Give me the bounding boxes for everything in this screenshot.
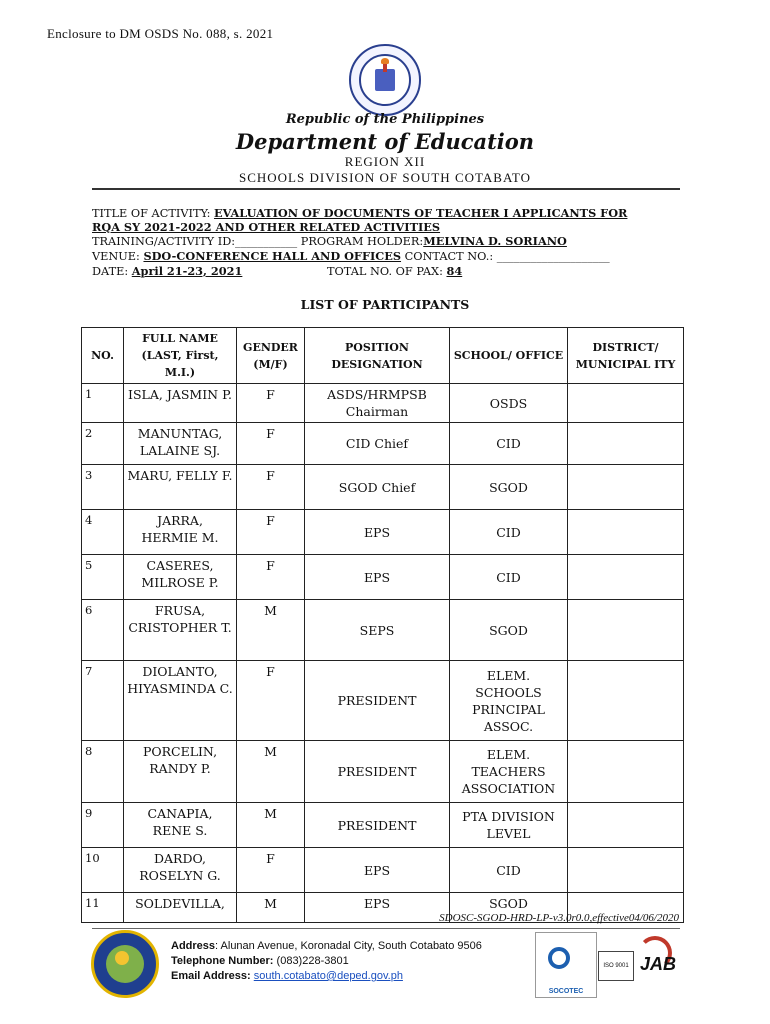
row-no: 10 bbox=[82, 848, 124, 893]
date-value: April 21-23, 2021 bbox=[131, 264, 243, 278]
header-district: DISTRICT/ MUNICIPAL ITY bbox=[568, 328, 684, 384]
enclosure-reference: Enclosure to DM OSDS No. 088, s. 2021 bbox=[47, 26, 274, 41]
row-no: 1 bbox=[82, 384, 124, 423]
date-label: DATE: bbox=[92, 265, 132, 278]
venue-label: VENUE: bbox=[92, 250, 144, 263]
row-no: 11 bbox=[82, 893, 124, 923]
activity-title-line-2 bbox=[92, 220, 440, 234]
row-district bbox=[568, 555, 684, 600]
row-district bbox=[568, 384, 684, 423]
row-school: SGOD bbox=[450, 893, 568, 923]
row-gender: M bbox=[237, 893, 305, 923]
table-row bbox=[82, 384, 684, 423]
row-name: MANUNTAG, LALAINE SJ. bbox=[124, 423, 237, 465]
schools-division-seal-logo bbox=[91, 930, 159, 998]
row-gender: F bbox=[237, 510, 305, 555]
row-school: CID bbox=[450, 848, 568, 893]
row-name: SOLDEVILLA, bbox=[124, 893, 237, 923]
activity-id-line bbox=[92, 234, 567, 248]
row-district bbox=[568, 803, 684, 848]
email-link[interactable]: south.cotabato@deped.gov.ph bbox=[253, 970, 403, 982]
row-no: 5 bbox=[82, 555, 124, 600]
row-school: PTA DIVISION LEVEL bbox=[450, 803, 568, 848]
row-gender: F bbox=[237, 848, 305, 893]
row-name: DIOLANTO, HIYASMINDA C. bbox=[124, 661, 237, 741]
row-no: 6 bbox=[82, 600, 124, 661]
table-row bbox=[82, 661, 684, 741]
header-position: POSITION DESIGNATION bbox=[305, 328, 450, 384]
phone-label: Telephone Number: bbox=[171, 955, 274, 967]
row-school: CID bbox=[450, 423, 568, 465]
department-heading: Department of Education bbox=[235, 129, 535, 154]
participants-table bbox=[81, 327, 684, 923]
activity-title-value-2: RQA SY 2021-2022 AND OTHER RELATED ACTIVITIES bbox=[92, 220, 441, 234]
phone-value: (083)228-3801 bbox=[273, 955, 349, 967]
row-district bbox=[568, 510, 684, 555]
footer-phone-line bbox=[171, 955, 349, 967]
row-district bbox=[568, 848, 684, 893]
row-position: PRESIDENT bbox=[305, 661, 450, 741]
program-holder: MELVINA D. SORIANO bbox=[423, 234, 567, 248]
row-no: 4 bbox=[82, 510, 124, 555]
table-row bbox=[82, 848, 684, 893]
row-no: 2 bbox=[82, 423, 124, 465]
row-gender: F bbox=[237, 661, 305, 741]
activity-id-label: TRAINING/ACTIVITY ID:___________ PROGRAM HOLDER: bbox=[92, 235, 424, 248]
row-position: EPS bbox=[305, 848, 450, 893]
row-name: CASERES, MILROSE P. bbox=[124, 555, 237, 600]
pax-line bbox=[327, 264, 462, 278]
table-row bbox=[82, 803, 684, 848]
row-district bbox=[568, 423, 684, 465]
row-district bbox=[568, 661, 684, 741]
republic-heading: Republic of the Philippines bbox=[285, 112, 485, 127]
header-divider bbox=[92, 188, 680, 190]
row-position: EPS bbox=[305, 555, 450, 600]
iso-certification-badge: ISO 9001 bbox=[598, 951, 634, 981]
list-title: LIST OF PARTICIPANTS bbox=[300, 297, 470, 312]
division-heading: SCHOOLS DIVISION OF SOUTH COTABATO bbox=[238, 170, 532, 185]
row-position: EPS bbox=[305, 893, 450, 923]
row-school: OSDS bbox=[450, 384, 568, 423]
venue-line bbox=[92, 249, 610, 263]
row-position: ASDS/HRMPSB Chairman bbox=[305, 384, 450, 423]
row-gender: F bbox=[237, 555, 305, 600]
jab-accreditation-logo: JAB bbox=[634, 932, 684, 996]
row-name: ISLA, JASMIN P. bbox=[124, 384, 237, 423]
activity-title-label: TITLE OF ACTIVITY: bbox=[92, 207, 214, 220]
header-gender: GENDER (M/F) bbox=[237, 328, 305, 384]
row-gender: M bbox=[237, 803, 305, 848]
row-name: JARRA, HERMIE M. bbox=[124, 510, 237, 555]
header-school: SCHOOL/ OFFICE bbox=[450, 328, 568, 384]
row-position: SGOD Chief bbox=[305, 465, 450, 510]
email-label: Email Address: bbox=[171, 970, 251, 982]
row-position: PRESIDENT bbox=[305, 803, 450, 848]
row-school: ELEM. SCHOOLS PRINCIPAL ASSOC. bbox=[450, 661, 568, 741]
row-gender: F bbox=[237, 423, 305, 465]
row-no: 7 bbox=[82, 661, 124, 741]
row-position: CID Chief bbox=[305, 423, 450, 465]
row-name: DARDO, ROSELYN G. bbox=[124, 848, 237, 893]
address-label: Address bbox=[171, 940, 216, 952]
row-school: SGOD bbox=[450, 600, 568, 661]
row-gender: F bbox=[237, 465, 305, 510]
pax-value: 84 bbox=[446, 264, 463, 278]
table-row bbox=[82, 555, 684, 600]
table-row bbox=[82, 600, 684, 661]
venue-value: SDO-CONFERENCE HALL AND OFFICES bbox=[143, 249, 402, 263]
row-no: 9 bbox=[82, 803, 124, 848]
row-name: PORCELIN, RANDY P. bbox=[124, 741, 237, 803]
table-row bbox=[82, 510, 684, 555]
row-district bbox=[568, 465, 684, 510]
row-school: SGOD bbox=[450, 465, 568, 510]
row-school: CID bbox=[450, 555, 568, 600]
header-full-name: FULL NAME (LAST, First, M.I.) bbox=[124, 328, 237, 384]
row-no: 8 bbox=[82, 741, 124, 803]
table-row bbox=[82, 741, 684, 803]
footer-email-line bbox=[171, 970, 403, 982]
form-code: SDOSC-SGOD-HRD-LP-v3.0r0.0,effective04/06/2020 bbox=[439, 912, 679, 924]
socotec-certification-logo: SOCOTEC bbox=[535, 932, 597, 998]
row-name: CANAPIA, RENE S. bbox=[124, 803, 237, 848]
region-heading: REGION XII bbox=[344, 154, 426, 169]
table-row bbox=[82, 423, 684, 465]
row-position: PRESIDENT bbox=[305, 741, 450, 803]
activity-title-value-1: EVALUATION OF DOCUMENTS OF TEACHER I APPLICANTS FOR bbox=[213, 206, 628, 220]
pax-label: TOTAL NO. OF PAX: bbox=[327, 265, 447, 278]
row-position: EPS bbox=[305, 510, 450, 555]
header-no: NO. bbox=[82, 328, 124, 384]
row-gender: M bbox=[237, 600, 305, 661]
row-name: FRUSA, CRISTOPHER T. bbox=[124, 600, 237, 661]
row-school: ELEM. TEACHERS ASSOCIATION bbox=[450, 741, 568, 803]
activity-title-line bbox=[92, 206, 627, 220]
row-school: CID bbox=[450, 510, 568, 555]
row-position: SEPS bbox=[305, 600, 450, 661]
row-district bbox=[568, 600, 684, 661]
contact-label: CONTACT NO.: ____________________ bbox=[401, 250, 610, 263]
table-header-row bbox=[82, 328, 684, 384]
footer-divider bbox=[92, 928, 680, 929]
row-name: MARU, FELLY F. bbox=[124, 465, 237, 510]
address-value: : Alunan Avenue, Koronadal City, South Cotabato 9506 bbox=[215, 940, 482, 952]
deped-seal-logo bbox=[349, 44, 421, 116]
row-gender: M bbox=[237, 741, 305, 803]
row-district bbox=[568, 741, 684, 803]
date-line bbox=[92, 264, 242, 278]
row-gender: F bbox=[237, 384, 305, 423]
row-no: 3 bbox=[82, 465, 124, 510]
footer-address-line bbox=[171, 940, 482, 952]
table-row bbox=[82, 465, 684, 510]
